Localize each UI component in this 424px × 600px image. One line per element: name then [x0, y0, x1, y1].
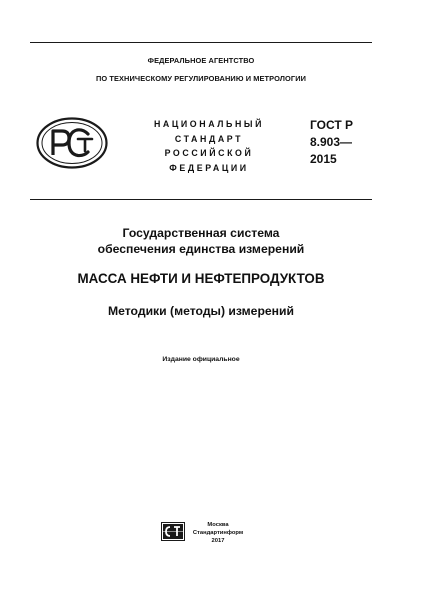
system-title-line1: Государственная система	[122, 226, 280, 240]
gost-r-certification-icon	[36, 117, 108, 169]
imprint	[188, 521, 248, 545]
designation-line: 8.903—	[310, 135, 353, 149]
standard-type-line: ФЕДЕРАЦИИ	[169, 162, 249, 173]
designation-line: ГОСТ Р	[310, 118, 354, 132]
document-title: МАССА НЕФТИ И НЕФТЕПРОДУКТОВ	[77, 271, 325, 286]
edition-note: Издание официальное	[162, 356, 240, 363]
system-title	[30, 226, 372, 257]
header-divider	[30, 199, 372, 200]
standartinform-icon	[161, 522, 185, 541]
top-divider	[30, 42, 372, 43]
system-title-line2: обеспечения единства измерений	[97, 241, 305, 256]
imprint-city: Москва	[207, 522, 229, 528]
standard-type-line: НАЦИОНАЛЬНЫЙ	[153, 119, 265, 129]
agency-name-line2: ПО ТЕХНИЧЕСКОМУ РЕГУЛИРОВАНИЮ И МЕТРОЛОГИИ	[95, 74, 307, 83]
standard-type-block	[138, 117, 280, 175]
standard-type-line: РОССИЙСКОЙ	[164, 148, 254, 158]
imprint-year: 2017	[211, 538, 225, 544]
imprint-publisher: Стандартинформ	[192, 530, 244, 536]
designation-line: 2015	[310, 152, 337, 166]
document-subtitle: Методики (методы) измерений	[107, 304, 295, 318]
standard-type-line: СТАНДАРТ	[174, 133, 244, 144]
standard-designation	[310, 117, 380, 168]
agency-name-line1: ФЕДЕРАЛЬНОЕ АГЕНТСТВО	[147, 56, 255, 65]
